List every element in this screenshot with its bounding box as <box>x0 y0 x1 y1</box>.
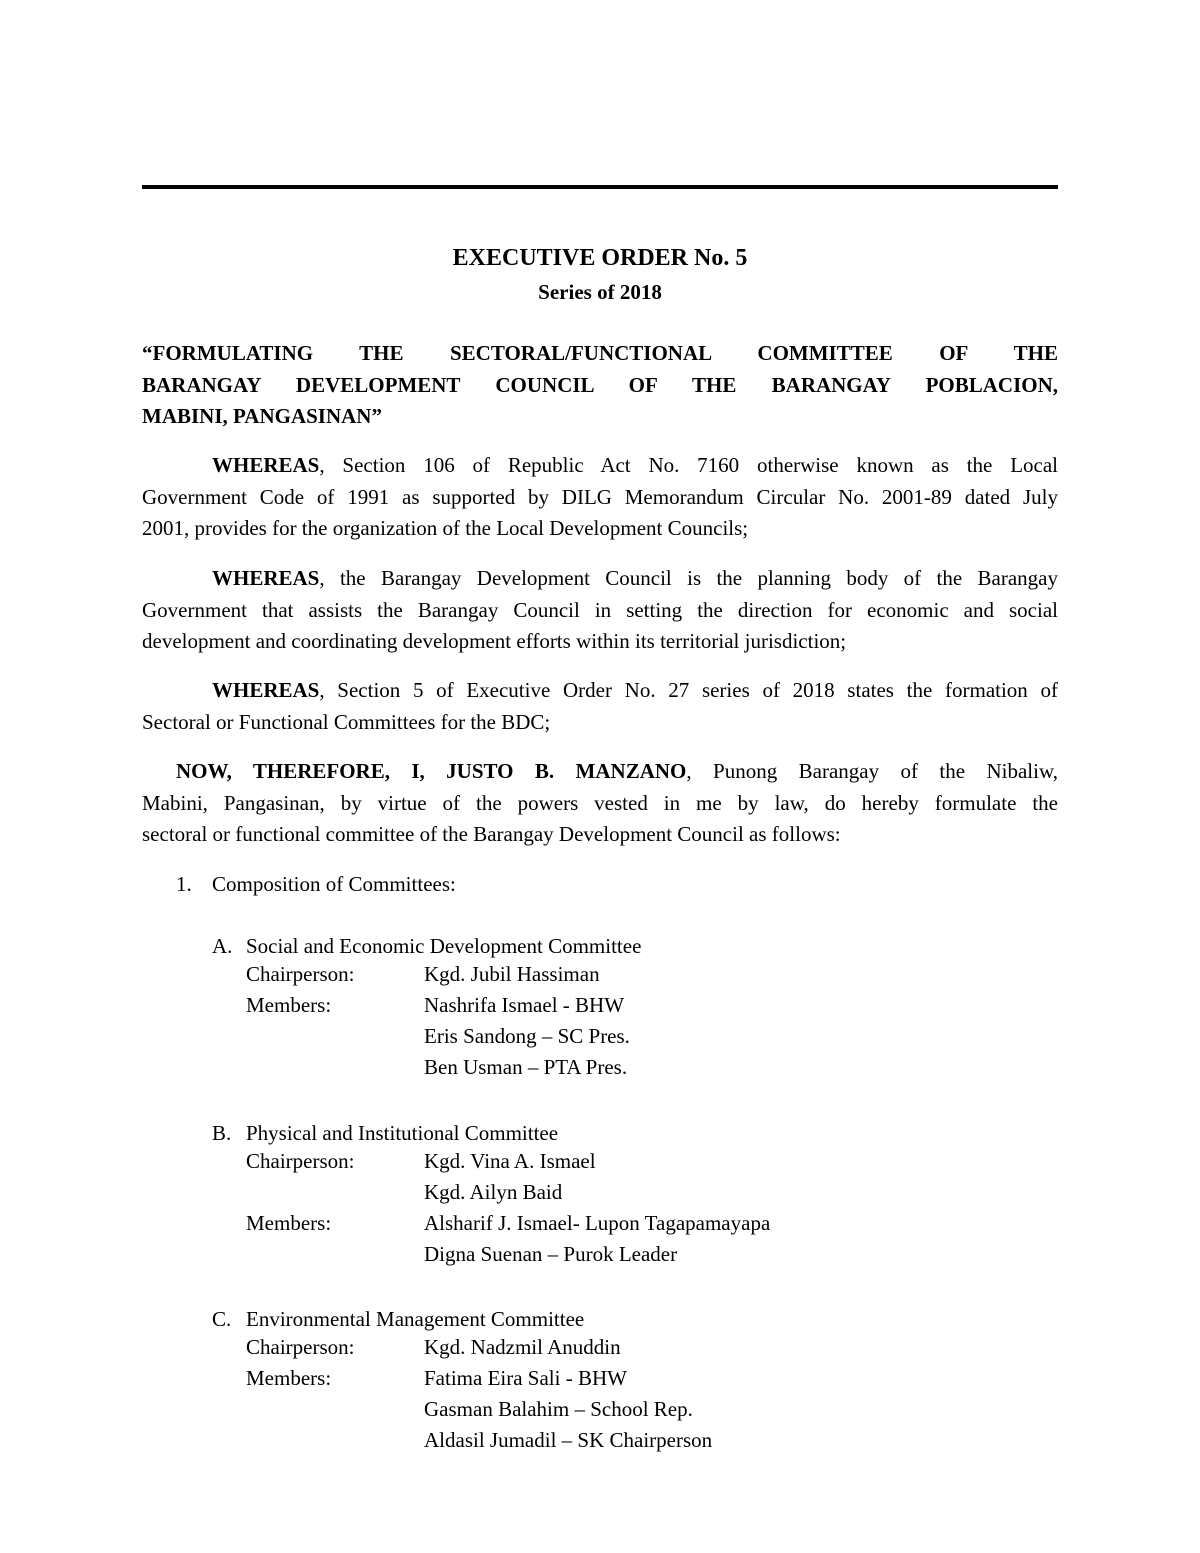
role-label: Chairperson: <box>246 962 355 986</box>
committee-b-row <box>246 1180 1046 1211</box>
document-page <box>142 0 1058 1553</box>
committee-c-row <box>246 1335 1046 1366</box>
whereas-lead: WHEREAS <box>212 566 320 590</box>
committee-b-row <box>246 1242 1046 1273</box>
document-series: Series of 2018 <box>538 280 662 304</box>
member-name: Aldasil Jumadil – SK Chairperson <box>424 1428 713 1452</box>
committee-letter: A. <box>212 934 233 958</box>
whereas-lead: WHEREAS <box>212 678 320 702</box>
committee-a-row <box>246 1055 1046 1086</box>
member-name: Nashrifa Ismael - BHW <box>424 993 625 1017</box>
member-name: Alsharif J. Ismael- Lupon Tagapamayapa <box>424 1211 771 1235</box>
committee-letter: C. <box>212 1307 232 1331</box>
list-number: 1. <box>176 872 192 896</box>
committee-name: Social and Economic Development Committee <box>246 934 642 958</box>
committee-letter: B. <box>212 1121 232 1145</box>
role-label: Members: <box>246 993 332 1017</box>
member-name: Eris Sandong – SC Pres. <box>424 1024 630 1048</box>
member-name: Fatima Eira Sali - BHW <box>424 1366 627 1390</box>
committee-c-row <box>246 1428 1046 1459</box>
heading-line: BARANGAY DEVELOPMENT COUNCIL OF THE BARANGAY POBLACION, <box>142 372 1058 397</box>
member-name: Digna Suenan – Purok Leader <box>424 1242 678 1266</box>
committee-c-heading <box>142 1304 1058 1335</box>
role-label: Chairperson: <box>246 1149 355 1173</box>
heading-line: “FORMULATING THE SECTORAL/FUNCTIONAL COMMITTEE OF THE <box>142 341 1058 365</box>
now-therefore-lead: NOW, THEREFORE, I, JUSTO B. MANZANO <box>176 759 687 783</box>
role-label: Members: <box>246 1211 332 1235</box>
member-name: Kgd. Ailyn Baid <box>424 1180 563 1204</box>
committee-c-row <box>246 1397 1046 1428</box>
committee-a-row <box>246 1024 1046 1055</box>
committee-name: Physical and Institutional Committee <box>246 1121 559 1145</box>
committee-a-row <box>246 962 1046 993</box>
member-name: Ben Usman – PTA Pres. <box>424 1055 628 1079</box>
header-rule <box>142 185 1058 189</box>
committee-b-row <box>246 1149 1046 1180</box>
list-item-composition <box>142 869 1058 900</box>
whereas-lead: WHEREAS <box>212 453 320 477</box>
member-name: Gasman Balahim – School Rep. <box>424 1397 693 1421</box>
member-name: Kgd. Vina A. Ismael <box>424 1149 596 1173</box>
list-label: Composition of Committees: <box>212 872 456 896</box>
member-name: Kgd. Nadzmil Anuddin <box>424 1335 621 1359</box>
committee-b-row <box>246 1211 1046 1242</box>
heading-line: MABINI, PANGASINAN” <box>142 404 382 428</box>
whereas-paragraph-3: WHEREAS, Section 5 of Executive Order No. 27 series of 2018 states the formation of Sectoral or Functional Committees for the BDC; <box>142 678 1058 734</box>
now-therefore-paragraph: NOW, THEREFORE, I, JUSTO B. MANZANO, Punong Barangay of the Nibaliw, Mabini, Pangasinan, by virtue of the powers vested in me by law, do hereby formulate the sectoral or functional committee of the Barangay Development Council as follows: <box>142 759 1058 846</box>
committee-a-heading <box>142 931 1058 962</box>
committee-name: Environmental Management Committee <box>246 1307 585 1331</box>
committee-a-row <box>246 993 1046 1024</box>
role-label: Members: <box>246 1366 332 1390</box>
whereas-paragraph-1: WHEREAS, Section 106 of Republic Act No. 7160 otherwise known as the Local Government Code of 1991 as supported by DILG Memorandum Circular No. 2001-89 dated July 2001, provides for the organization of the Local Development Councils; <box>142 453 1058 540</box>
member-name: Kgd. Jubil Hassiman <box>424 962 600 986</box>
document-title: EXECUTIVE ORDER No. 5 <box>452 245 748 271</box>
role-label: Chairperson: <box>246 1335 355 1359</box>
whereas-paragraph-2: WHEREAS, the Barangay Development Council is the planning body of the Barangay Government that assists the Barangay Council in setting the direction for economic and social development and coordinating development efforts within its territorial jurisdiction; <box>142 566 1058 653</box>
order-heading <box>142 338 1058 433</box>
committee-b-heading <box>142 1118 1058 1149</box>
committee-c-row <box>246 1366 1046 1397</box>
